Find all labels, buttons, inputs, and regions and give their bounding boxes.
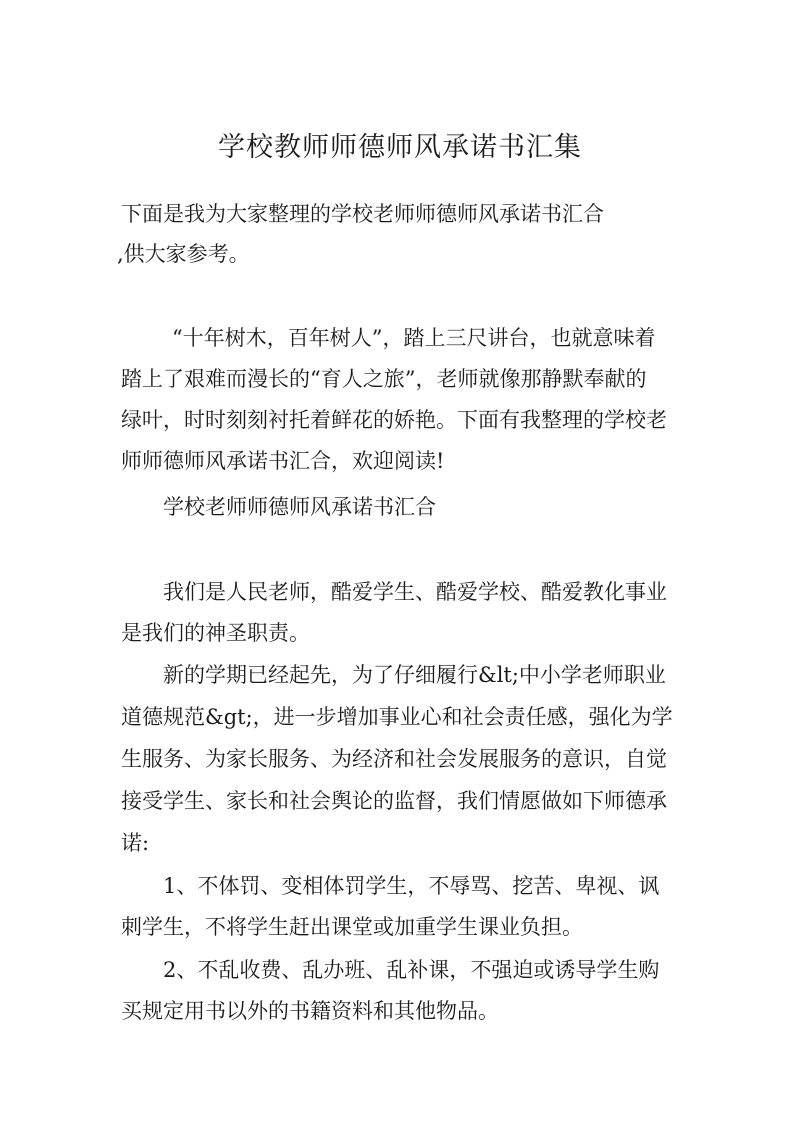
list-item-1-line-1: 1、不体罚、变相体罚学生，不辱骂、挖苦、卑视、讽 xyxy=(163,874,660,898)
list-item-2-line-1: 2、不乱收费、乱办班、乱补课，不强迫或诱导学生购 xyxy=(163,958,660,982)
body-p2-line-2: 道德规范&gt;，进一步增加事业心和社会责任感，强化为学 xyxy=(121,705,673,729)
subheading: 学校老师师德师风承诺书汇合 xyxy=(163,495,436,519)
list-item-2-line-2: 买规定用书以外的书籍资料和其他物品。 xyxy=(121,999,499,1023)
preface-line-1: “十年树木，百年树人”，踏上三尺讲台，也就意味着 xyxy=(172,326,656,350)
body-p1-line-1: 我们是人民老师，酷爱学生、酷爱学校、酷爱教化事业 xyxy=(163,580,667,604)
body-p2-line-3: 生服务、为家长服务、为经济和社会发展服务的意识，自觉 xyxy=(121,747,667,771)
body-p2-line-4: 接受学生、家长和社会舆论的监督，我们情愿做如下师德承 xyxy=(121,789,667,813)
preface-line-3: 绿叶，时时刻刻衬托着鲜花的娇艳。下面有我整理的学校老 xyxy=(121,408,667,432)
body-p1-line-2: 是我们的神圣职责。 xyxy=(121,621,310,645)
preface-line-2: 踏上了艰难而漫长的“育人之旅”，老师就像那静默奉献的 xyxy=(121,367,647,391)
body-p2-line-1: 新的学期已经起先，为了仔细履行&lt;中小学老师职业 xyxy=(163,663,666,687)
preface-line-4: 师师德师风承诺书汇合，欢迎阅读! xyxy=(121,449,445,473)
body-p2-line-5: 诺: xyxy=(121,831,150,855)
intro-line-2: ,供大家参考。 xyxy=(117,242,250,266)
list-item-1-line-2: 刺学生，不将学生赶出课堂或加重学生课业负担。 xyxy=(121,915,583,939)
intro-line-1: 下面是我为大家整理的学校老师师德师风承诺书汇合 xyxy=(121,202,604,226)
document-title: 学校教师师德师风承诺书汇集 xyxy=(218,132,582,163)
